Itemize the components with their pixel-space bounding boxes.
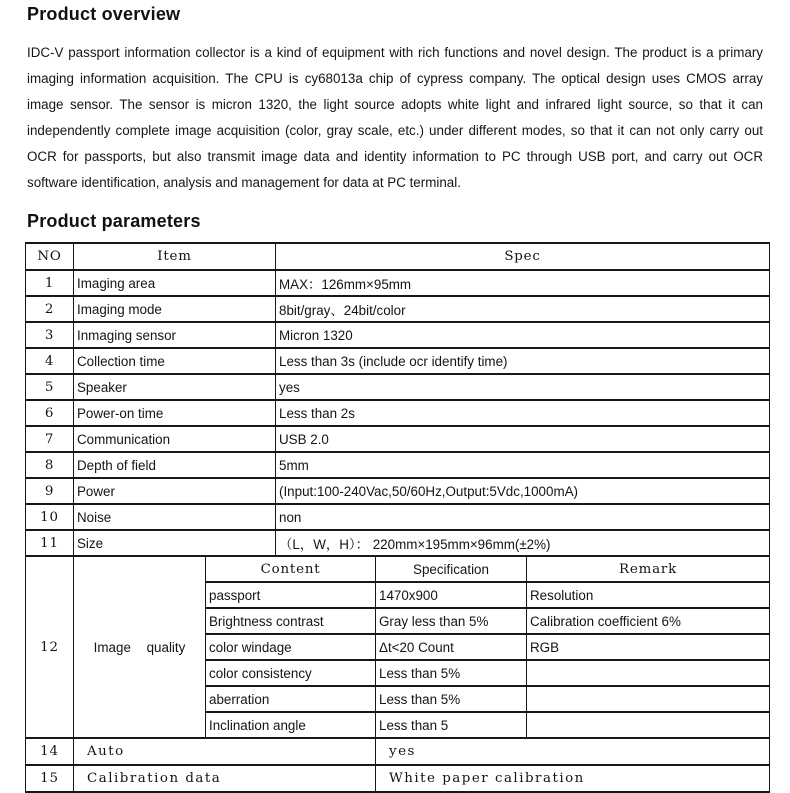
content-cell: passport [206, 582, 376, 608]
item-cell: Collection time [74, 348, 276, 374]
table-row [26, 738, 770, 765]
no-cell: 9 [26, 478, 74, 504]
header-spec: Spec [276, 243, 770, 270]
remark-cell [527, 660, 770, 686]
no-cell: 11 [26, 530, 74, 556]
item-cell: Speaker [74, 374, 276, 400]
spec-cell: White paper calibration [376, 765, 770, 792]
table-row [26, 765, 770, 792]
no-cell: 8 [26, 452, 74, 478]
content-cell: aberration [206, 686, 376, 712]
overview-heading: Product overview [27, 4, 181, 24]
content-cell: Inclination angle [206, 712, 376, 738]
header-specification: Specification [376, 556, 527, 582]
no-cell: 7 [26, 426, 74, 452]
no-cell: 6 [26, 400, 74, 426]
item-cell: Auto [74, 738, 376, 765]
image-quality-label: Image quality [74, 556, 206, 738]
item-cell: Inmaging sensor [74, 322, 276, 348]
table-row [26, 504, 770, 530]
spec-cell: 8bit/gray、24bit/color [276, 296, 770, 322]
spec-table [25, 242, 770, 793]
no-cell: 12 [26, 556, 74, 738]
no-cell: 10 [26, 504, 74, 530]
table-row [26, 478, 770, 504]
specification-cell: 1470x900 [376, 582, 527, 608]
item-cell: Imaging mode [74, 296, 276, 322]
table-row [26, 426, 770, 452]
header-remark: Remark [527, 556, 770, 582]
header-item: Item [74, 243, 276, 270]
header-no: NO [26, 243, 74, 270]
content-cell: Brightness contrast [206, 608, 376, 634]
table-row [26, 348, 770, 374]
remark-cell [527, 686, 770, 712]
image-quality-header-row [26, 556, 770, 582]
table-row [26, 400, 770, 426]
spec-cell: MAX：126mm×95mm [276, 270, 770, 296]
remark-cell: RGB [527, 634, 770, 660]
item-cell: Communication [74, 426, 276, 452]
spec-cell: Micron 1320 [276, 322, 770, 348]
table-row [26, 530, 770, 556]
spec-cell: 5mm [276, 452, 770, 478]
specification-cell: Gray less than 5% [376, 608, 527, 634]
specification-cell: Less than 5% [376, 660, 527, 686]
no-cell: 3 [26, 322, 74, 348]
item-cell: Size [74, 530, 276, 556]
spec-cell: Less than 3s (include ocr identify time) [276, 348, 770, 374]
spec-cell: yes [376, 738, 770, 765]
spec-cell: USB 2.0 [276, 426, 770, 452]
no-cell: 4 [26, 348, 74, 374]
item-cell: Noise [74, 504, 276, 530]
overview-paragraph: IDC-V passport information collector is a kind of equipment with rich functions and novel design. The product is a primary imaging information acquisition. The CPU is cy68013a chip of cypress company. The optical design uses CMOS array image sensor. The sensor is micron 1320, the light source adopts white light and infrared light source, so that it can independently complete image acquisition (color, gray scale, etc.) under different modes, so that it can not only carry out OCR for passports, but also transmit image data and identity information to PC through USB port, and carry out OCR software identification, analysis and management for data at PC terminal. [27, 45, 763, 190]
specification-cell: Less than 5 [376, 712, 527, 738]
table-row [26, 296, 770, 322]
table-row [26, 322, 770, 348]
table-header-row [26, 243, 770, 270]
spec-cell: yes [276, 374, 770, 400]
specification-cell: Less than 5% [376, 686, 527, 712]
spec-cell: non [276, 504, 770, 530]
spec-cell: （L，W，H）： 220mm×195mm×96mm(±2%) [276, 530, 770, 556]
spec-cell: Less than 2s [276, 400, 770, 426]
spec-cell: (Input:100-240Vac,50/60Hz,Output:5Vdc,1000mA) [276, 478, 770, 504]
remark-cell: Calibration coefficient 6% [527, 608, 770, 634]
no-cell: 5 [26, 374, 74, 400]
table-row [26, 270, 770, 296]
item-cell: Power [74, 478, 276, 504]
remark-cell [527, 712, 770, 738]
item-cell: Depth of field [74, 452, 276, 478]
no-cell: 15 [26, 765, 74, 792]
item-cell: Power-on time [74, 400, 276, 426]
remark-cell: Resolution [527, 582, 770, 608]
header-content: Content [206, 556, 376, 582]
no-cell: 14 [26, 738, 74, 765]
no-cell: 2 [26, 296, 74, 322]
content-cell: color consistency [206, 660, 376, 686]
parameters-heading: Product parameters [27, 211, 201, 231]
item-cell: Calibration data [74, 765, 376, 792]
table-row [26, 374, 770, 400]
no-cell: 1 [26, 270, 74, 296]
item-cell: Imaging area [74, 270, 276, 296]
specification-cell: Δt<20 Count [376, 634, 527, 660]
content-cell: color windage [206, 634, 376, 660]
table-row [26, 452, 770, 478]
